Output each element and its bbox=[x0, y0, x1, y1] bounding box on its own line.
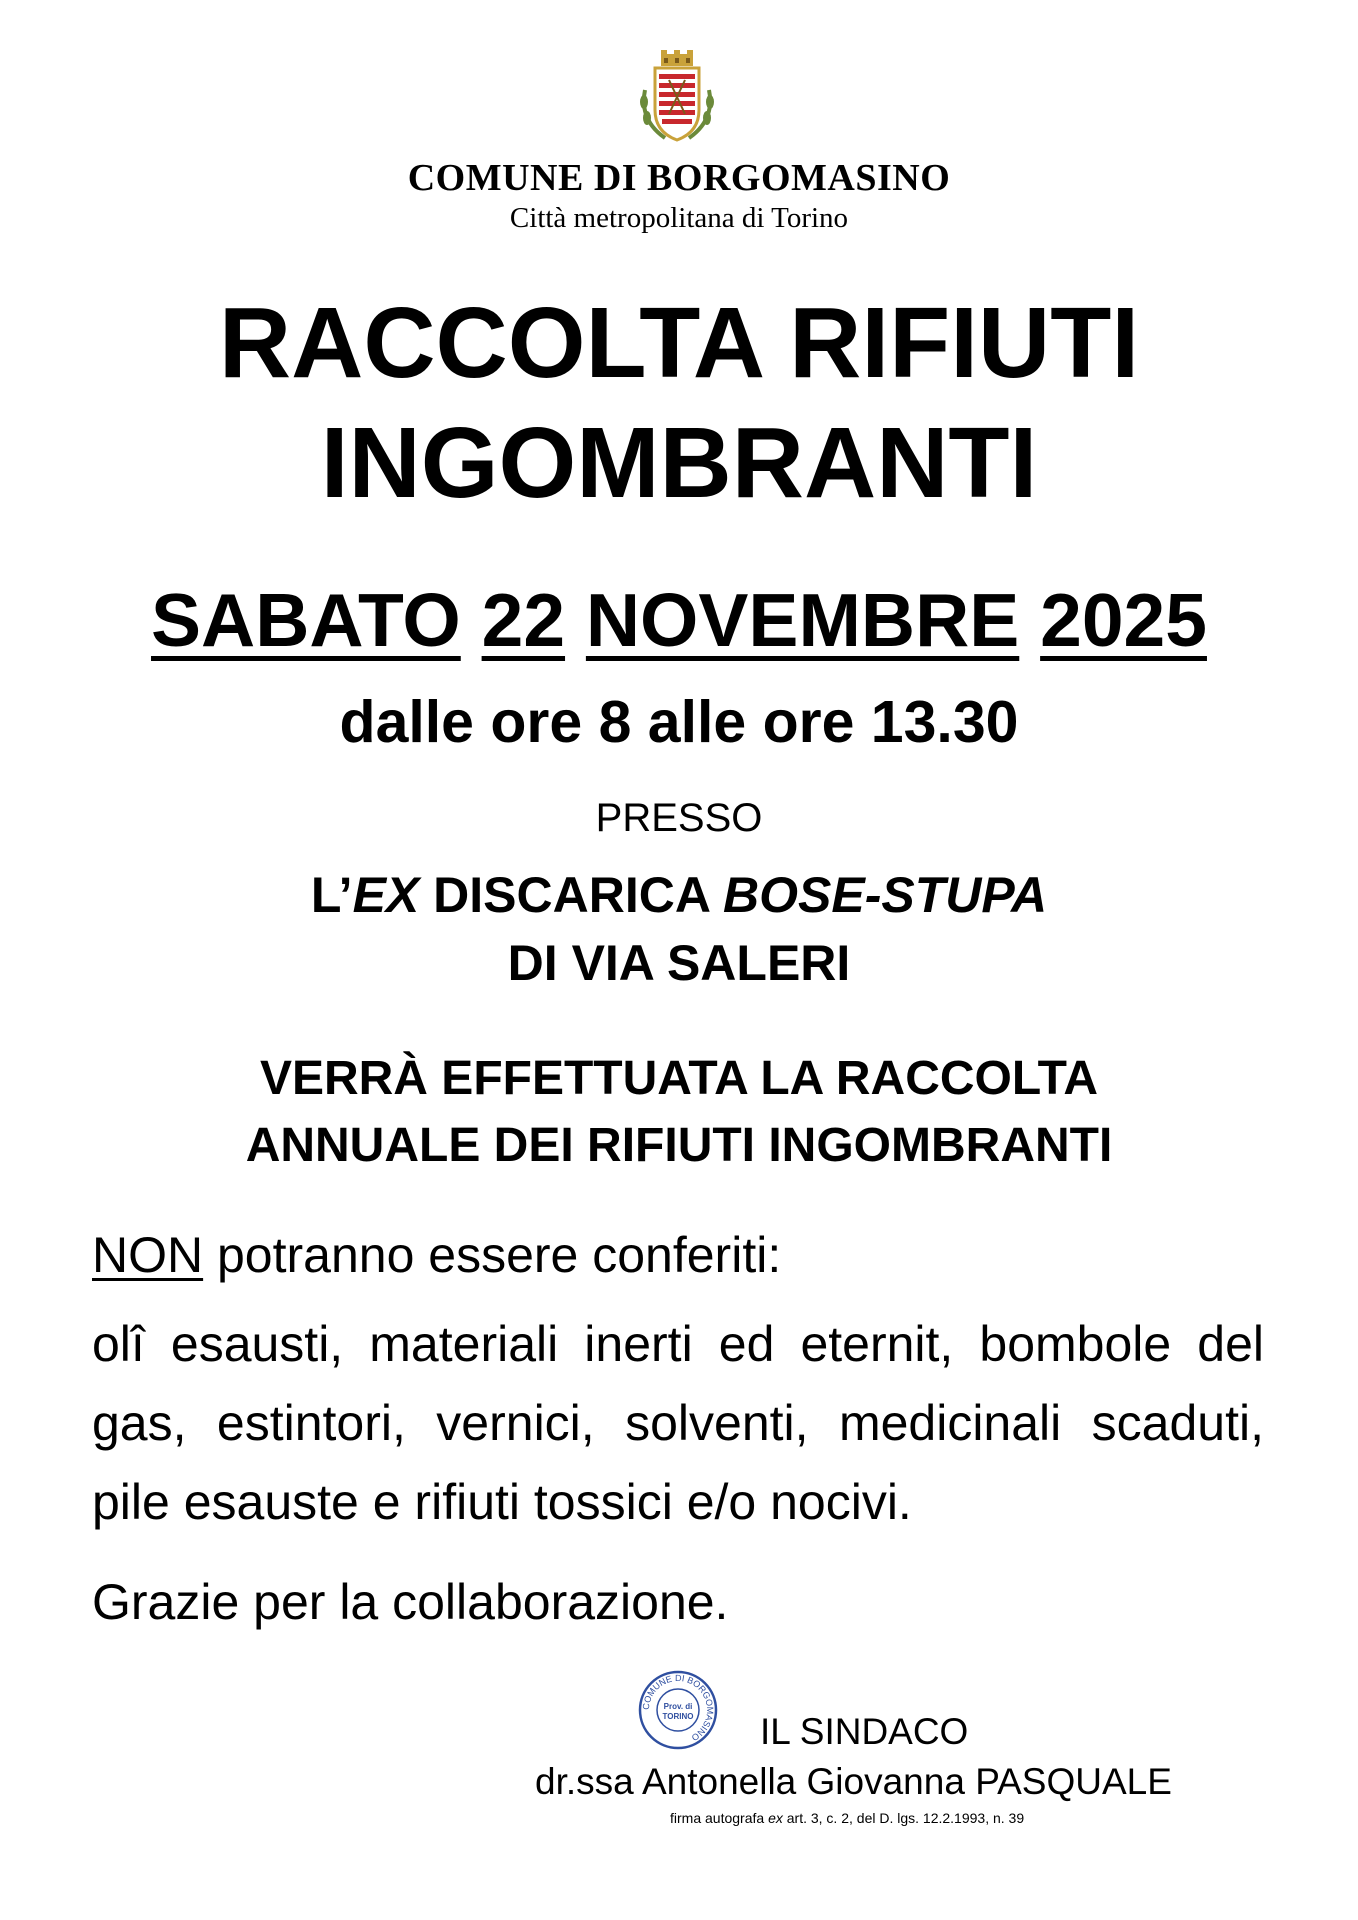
title-line-1: RACCOLTA RIFIUTI bbox=[218, 287, 1140, 399]
non-label: NON bbox=[92, 1227, 204, 1283]
place-line-2: DI VIA SALERI bbox=[507, 935, 851, 991]
notice-line-2: ANNUALE DEI RIFIUTI INGOMBRANTI bbox=[245, 1119, 1113, 1172]
metropolitan-city: Città metropolitana di Torino bbox=[509, 202, 849, 234]
restrictions-list: olî esausti, materiali inerti ed eternit, bombole del gas, estintori, vernici, solventi, medicinali scaduti, pile esauste e rifiuti tossici e/o nocivi. bbox=[92, 1316, 1264, 1530]
note-ex: ex bbox=[768, 1810, 783, 1826]
event-hours: dalle ore 8 alle ore 13.30 bbox=[339, 689, 1019, 755]
place-ex: EX bbox=[352, 867, 420, 923]
municipality-name: COMUNE DI BORGOMASINO bbox=[407, 157, 951, 199]
title-line-2: INGOMBRANTI bbox=[320, 407, 1038, 519]
presso-label: PRESSO bbox=[595, 796, 763, 840]
date-year: 2025 bbox=[1040, 578, 1207, 662]
event-date bbox=[0, 578, 1358, 662]
stamp-ring-text: COMUNE DI BORGOMASINO bbox=[640, 1672, 716, 1743]
stamp-center-line-1: Prov. di bbox=[663, 1702, 693, 1711]
restrictions-intro-text: potranno essere conferiti: bbox=[203, 1227, 782, 1283]
thanks-text: Grazie per la collaborazione. bbox=[92, 1574, 729, 1630]
signature-legal-note bbox=[670, 1810, 1024, 1826]
coat-of-arms-icon bbox=[635, 50, 719, 146]
date-month: NOVEMBRE bbox=[585, 578, 1020, 662]
place-name: BOSE-STUPA bbox=[723, 867, 1048, 923]
municipal-stamp-icon bbox=[638, 1670, 718, 1750]
note-prefix: firma autografa bbox=[670, 1810, 769, 1826]
date-day: SABATO bbox=[151, 578, 461, 662]
place-line-1 bbox=[0, 866, 1358, 924]
signer-role: IL SINDACO bbox=[760, 1711, 969, 1752]
signer-name: dr.ssa Antonella Giovanna PASQUALE bbox=[535, 1761, 1172, 1802]
notice-line-1: VERRÀ EFFETTUATA LA RACCOLTA bbox=[259, 1052, 1099, 1105]
date-number: 22 bbox=[481, 578, 566, 662]
place-prefix: L’ bbox=[310, 867, 353, 923]
restrictions-intro bbox=[92, 1227, 1264, 1283]
note-suffix: art. 3, c. 2, del D. lgs. 12.2.1993, n. 39 bbox=[782, 1810, 1025, 1826]
place-discarica: DISCARICA bbox=[419, 867, 723, 923]
stamp-center-line-2: TORINO bbox=[662, 1712, 694, 1721]
